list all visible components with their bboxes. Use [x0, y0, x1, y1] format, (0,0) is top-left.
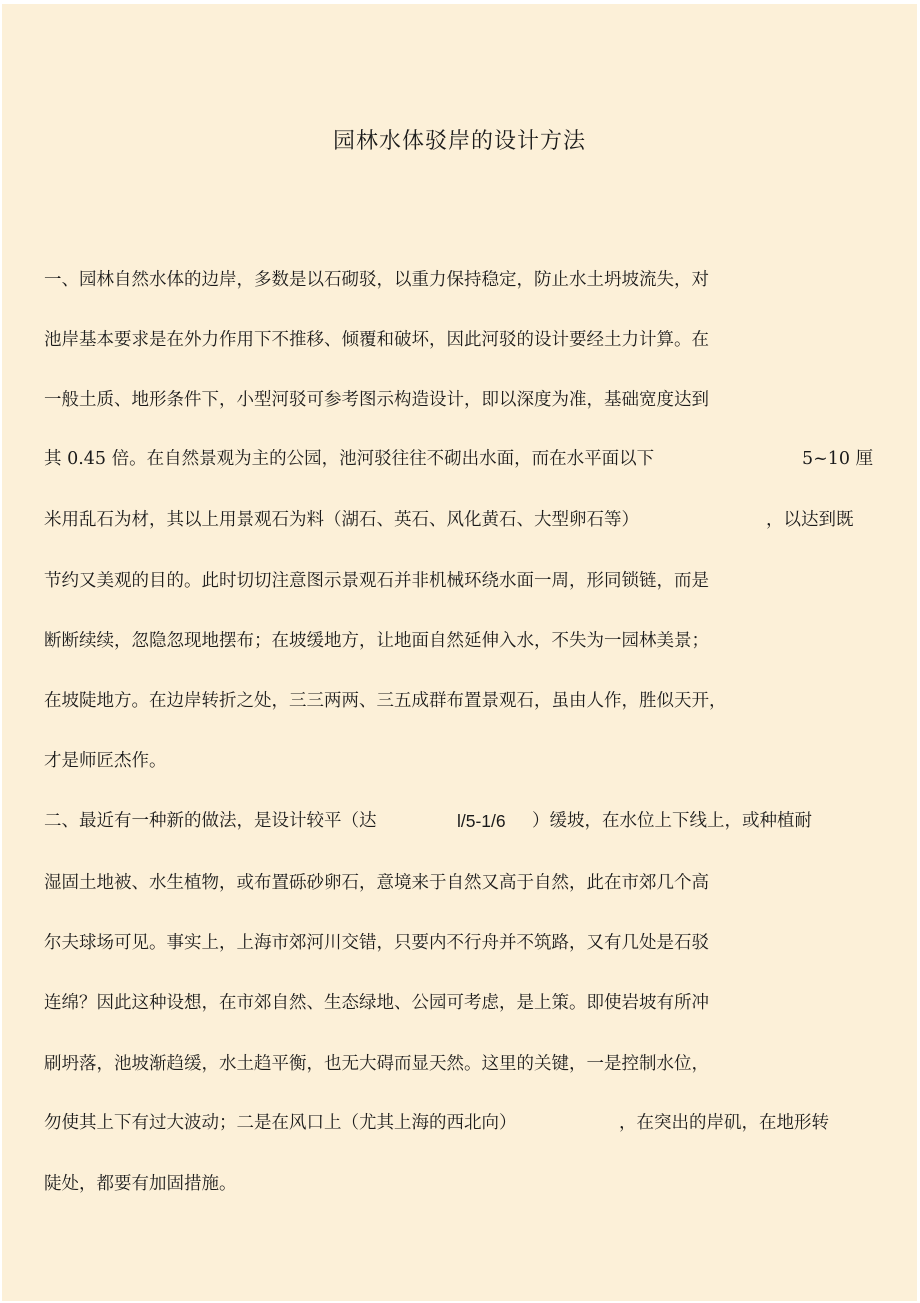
paragraph-line-fragment: l/5-1/6 [457, 811, 506, 831]
paragraph-line: 勿使其上下有过大波动；二是在风口上（尤其上海的西北向） [44, 1113, 517, 1133]
paragraph-line: 一、园林自然水体的边岸，多数是以石砌驳，以重力保持稳定，防止水土坍坡流失，对 [44, 270, 709, 290]
paragraph-line-fragment: ）缓坡，在水位上下线上，或种植耐 [532, 811, 812, 831]
document-page [2, 4, 917, 1301]
paragraph-line: 湿固土地被、水生植物，或布置砾砂卵石，意境来于自然又高于自然，此在市郊几个高 [44, 873, 709, 893]
paragraph-line: 节约又美观的目的。此时切切注意图示景观石并非机械环绕水面一周，形同锁链，而是 [44, 571, 709, 591]
paragraph-line: 连绵？因此这种设想，在市郊自然、生态绿地、公园可考虑，是上策。即使岩坡有所冲 [44, 993, 709, 1013]
paragraph-line: 尔夫球场可见。事实上，上海市郊河川交错，只要内不行舟并不筑路，又有几处是石驳 [44, 933, 709, 953]
paragraph-line: 才是师匠杰作。 [44, 751, 167, 771]
paragraph-line: 刷坍落，池坡渐趋缓，水土趋平衡，也无大碍而显天然。这里的关键，一是控制水位， [44, 1054, 709, 1074]
paragraph-line: 池岸基本要求是在外力作用下不推移、倾覆和破坏，因此河驳的设计要经土力计算。在 [44, 330, 709, 350]
paragraph-line: 其 0.45 倍。在自然景观为主的公园，池河驳往往不砌出水面，而在水平面以下 [44, 449, 655, 469]
paragraph-line-fragment: ，在突出的岸矶，在地形转 [619, 1113, 829, 1133]
paragraph-line: 二、最近有一种新的做法，是设计较平（达 [44, 811, 377, 831]
paragraph-line: 在坡陡地方。在边岸转折之处，三三两两、三五成群布置景观石，虽由人作，胜似天开， [44, 691, 727, 711]
paragraph-line: 断断续续，忽隐忽现地摆布；在坡缓地方，让地面自然延伸入水，不失为一园林美景； [44, 631, 709, 651]
document-title: 园林水体驳岸的设计方法 [332, 129, 586, 154]
paragraph-line-fragment: 5~10 厘 [802, 449, 874, 469]
paragraph-line-fragment: ，以达到既 [766, 510, 854, 530]
paragraph-line: 米用乱石为材，其以上用景观石为料（湖石、英石、风化黄石、大型卵石等） [44, 510, 639, 530]
paragraph-line: 一般土质、地形条件下，小型河驳可参考图示构造设计，即以深度为准，基础宽度达到 [44, 390, 709, 410]
paragraph-line: 陡处，都要有加固措施。 [44, 1174, 237, 1194]
